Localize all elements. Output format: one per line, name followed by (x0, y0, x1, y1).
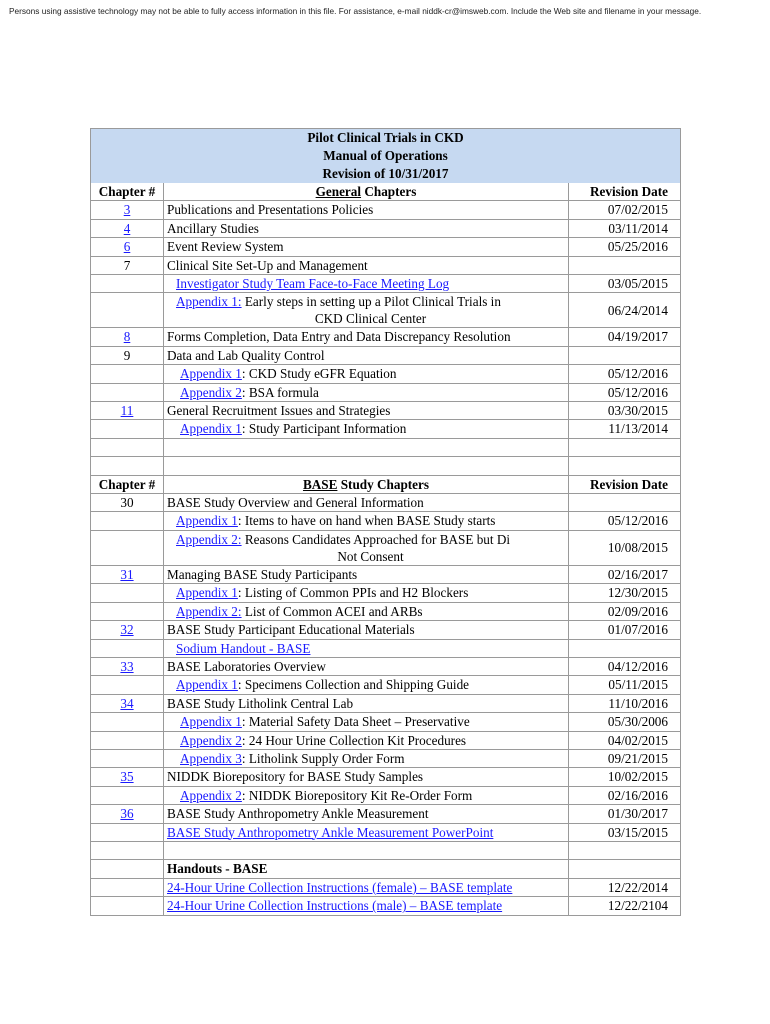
table-row (91, 201, 681, 219)
appendix-link[interactable]: Appendix 2: (176, 603, 242, 619)
table-row (91, 530, 681, 565)
handout-link[interactable]: 24-Hour Urine Collection Instructions (male) – BASE template (167, 898, 503, 914)
revision-date: 10/02/2015 (569, 768, 681, 786)
appendix-title: : 24 Hour Urine Collection Kit Procedures (241, 732, 467, 748)
revision-date: 07/02/2015 (569, 201, 681, 219)
revision-date-header: Revision Date (569, 183, 681, 201)
chapter-number: 7 (91, 256, 164, 274)
table-row (91, 219, 681, 237)
revision-date: 05/25/2016 (569, 238, 681, 256)
chapter-title: NIDDK Biorepository for BASE Study Samples (164, 768, 569, 786)
doc-revision: Revision of 10/31/2017 (322, 166, 449, 181)
appendix-title: Early steps in setting up a Pilot Clinical Trials in (241, 294, 501, 310)
table-row (91, 676, 681, 694)
doc-title: Pilot Clinical Trials in CKD (307, 130, 464, 145)
doc-subtitle: Manual of Operations (323, 148, 448, 163)
revision-date: 09/21/2015 (569, 749, 681, 767)
appendix-title-cont: CKD Clinical Center (314, 311, 427, 327)
chapter-title: BASE Study Litholink Central Lab (164, 694, 569, 712)
accessibility-notice: Persons using assistive technology may not be able to fully access information in this file. For assistance, e-mail niddk-cr@imsweb.com. Include the Web site and filename in your message. (9, 6, 702, 16)
revision-date-header: Revision Date (569, 475, 681, 493)
table-row (91, 584, 681, 602)
appendix-link[interactable]: Appendix 1 (180, 366, 242, 382)
table-row (91, 768, 681, 786)
appendix-title: List of Common ACEI and ARBs (241, 603, 423, 619)
revision-date: 03/05/2015 (569, 275, 681, 293)
revision-date: 01/30/2017 (569, 805, 681, 823)
revision-date: 10/08/2015 (569, 530, 681, 565)
appendix-title: : NIDDK Biorepository Kit Re-Order Form (241, 787, 473, 803)
chapter-title: BASE Study Overview and General Information (164, 494, 569, 512)
revision-date: 04/19/2017 (569, 328, 681, 346)
table-row (91, 602, 681, 620)
table-row (91, 749, 681, 767)
revision-date: 11/10/2016 (569, 694, 681, 712)
chapter-link[interactable]: 36 (120, 806, 134, 822)
appendix-link[interactable]: Appendix 3 (180, 750, 242, 766)
chapter-link[interactable]: 3 (123, 202, 131, 218)
appendix-title: : Material Safety Data Sheet – Preservative (241, 714, 470, 730)
table-row (91, 402, 681, 420)
table-row (91, 346, 681, 364)
chapter-column-header: Chapter # (91, 475, 164, 493)
chapter-link[interactable]: 31 (120, 566, 134, 582)
general-chapters-heading: General Chapters (164, 183, 569, 201)
chapter-title: General Recruitment Issues and Strategies (164, 402, 569, 420)
chapter-title: BASE Study Participant Educational Materials (164, 621, 569, 639)
revision-date: 11/13/2014 (569, 420, 681, 438)
chapter-number: 30 (91, 494, 164, 512)
revision-date: 03/15/2015 (569, 823, 681, 841)
chapter-link[interactable]: 11 (120, 403, 134, 419)
chapter-column-header: Chapter # (91, 183, 164, 201)
table-row (91, 805, 681, 823)
appendix-link[interactable]: Investigator Study Team Face-to-Face Meeting Log (176, 276, 450, 292)
table-row (91, 512, 681, 530)
revision-date: 05/11/2015 (569, 676, 681, 694)
appendix-title: : Items to have on hand when BASE Study starts (237, 513, 496, 529)
revision-date: 04/12/2016 (569, 657, 681, 675)
chapter-link[interactable]: 35 (120, 769, 134, 785)
table-row (91, 657, 681, 675)
appendix-title: : Litholink Supply Order Form (241, 750, 405, 766)
chapter-link[interactable]: 4 (123, 220, 131, 236)
header-row (91, 129, 681, 184)
spacer-row (91, 438, 681, 456)
revision-date: 12/22/2014 (569, 878, 681, 896)
chapter-link[interactable]: 33 (120, 658, 134, 674)
table-row (91, 786, 681, 804)
revision-date: 05/30/2006 (569, 713, 681, 731)
handout-link[interactable]: 24-Hour Urine Collection Instructions (female) – BASE template (167, 879, 513, 895)
chapter-link[interactable]: 32 (120, 622, 134, 638)
chapter-link[interactable]: 6 (123, 239, 131, 255)
table-row (91, 713, 681, 731)
chapter-title: Managing BASE Study Participants (164, 565, 569, 583)
chapter-title: BASE Laboratories Overview (164, 657, 569, 675)
appendix-link[interactable]: Appendix 1 (180, 421, 242, 437)
table-row (91, 238, 681, 256)
appendix-link[interactable]: Appendix 1 (176, 513, 238, 529)
chapter-link[interactable]: 8 (123, 329, 131, 345)
revision-date: 02/16/2016 (569, 786, 681, 804)
table-row (91, 365, 681, 383)
appendix-title: Reasons Candidates Approached for BASE but Di (241, 531, 511, 547)
table-row (91, 878, 681, 896)
table-row (91, 494, 681, 512)
spacer-row (91, 457, 681, 475)
handouts-header (91, 860, 681, 878)
handout-link[interactable]: Sodium Handout - BASE (176, 640, 311, 656)
revision-date: 02/09/2016 (569, 602, 681, 620)
revision-date: 05/12/2016 (569, 383, 681, 401)
table-row (91, 823, 681, 841)
table-row (91, 621, 681, 639)
appendix-link[interactable]: Appendix 1: (176, 294, 242, 310)
table-row (91, 328, 681, 346)
chapter-title: Event Review System (164, 238, 569, 256)
chapter-title: Publications and Presentations Policies (164, 201, 569, 219)
handouts-heading: Handouts - BASE (164, 860, 569, 878)
revision-date: 04/02/2015 (569, 731, 681, 749)
appendix-title-cont: Not Consent (337, 548, 404, 564)
revision-date: 03/30/2015 (569, 402, 681, 420)
table-row (91, 694, 681, 712)
table-row (91, 293, 681, 328)
manual-of-operations-table (90, 128, 681, 916)
base-chapters-header (91, 475, 681, 493)
chapter-title: BASE Study Anthropometry Ankle Measurement (164, 805, 569, 823)
table-row (91, 731, 681, 749)
spacer-row (91, 841, 681, 859)
chapter-number: 9 (91, 346, 164, 364)
table-row (91, 256, 681, 274)
table-row (91, 897, 681, 915)
chapter-title: Ancillary Studies (164, 219, 569, 237)
appendix-link[interactable]: Appendix 2 (180, 787, 242, 803)
appendix-link[interactable]: Appendix 1 (176, 677, 238, 693)
appendix-link[interactable]: Appendix 2 (180, 384, 242, 400)
revision-date: 01/07/2016 (569, 621, 681, 639)
appendix-title: : Listing of Common PPIs and H2 Blockers (237, 585, 469, 601)
chapter-title: Data and Lab Quality Control (164, 346, 569, 364)
table-row (91, 639, 681, 657)
appendix-link[interactable]: Appendix 1 (180, 714, 242, 730)
appendix-title: : CKD Study eGFR Equation (241, 366, 397, 382)
appendix-title: : Study Participant Information (241, 421, 407, 437)
revision-date: 06/24/2014 (569, 293, 681, 328)
revision-date: 12/22/2104 (569, 897, 681, 915)
table-row (91, 565, 681, 583)
chapter-link[interactable]: 34 (120, 695, 134, 711)
revision-date: 12/30/2015 (569, 584, 681, 602)
powerpoint-link[interactable]: BASE Study Anthropometry Ankle Measurement PowerPoint (167, 824, 494, 840)
appendix-link[interactable]: Appendix 2: (176, 531, 242, 547)
appendix-title: : Specimens Collection and Shipping Guide (237, 677, 470, 693)
revision-date: 05/12/2016 (569, 512, 681, 530)
chapter-title: Clinical Site Set-Up and Management (164, 256, 569, 274)
revision-date: 05/12/2016 (569, 365, 681, 383)
appendix-link[interactable]: Appendix 1 (176, 585, 238, 601)
base-chapters-heading: BASE Study Chapters (164, 475, 569, 493)
general-chapters-header (91, 183, 681, 201)
revision-date: 02/16/2017 (569, 565, 681, 583)
appendix-title: : BSA formula (241, 384, 319, 400)
appendix-link[interactable]: Appendix 2 (180, 732, 242, 748)
table-row (91, 383, 681, 401)
revision-date: 03/11/2014 (569, 219, 681, 237)
chapter-title: Forms Completion, Data Entry and Data Discrepancy Resolution (164, 328, 569, 346)
table-row (91, 275, 681, 293)
table-row (91, 420, 681, 438)
